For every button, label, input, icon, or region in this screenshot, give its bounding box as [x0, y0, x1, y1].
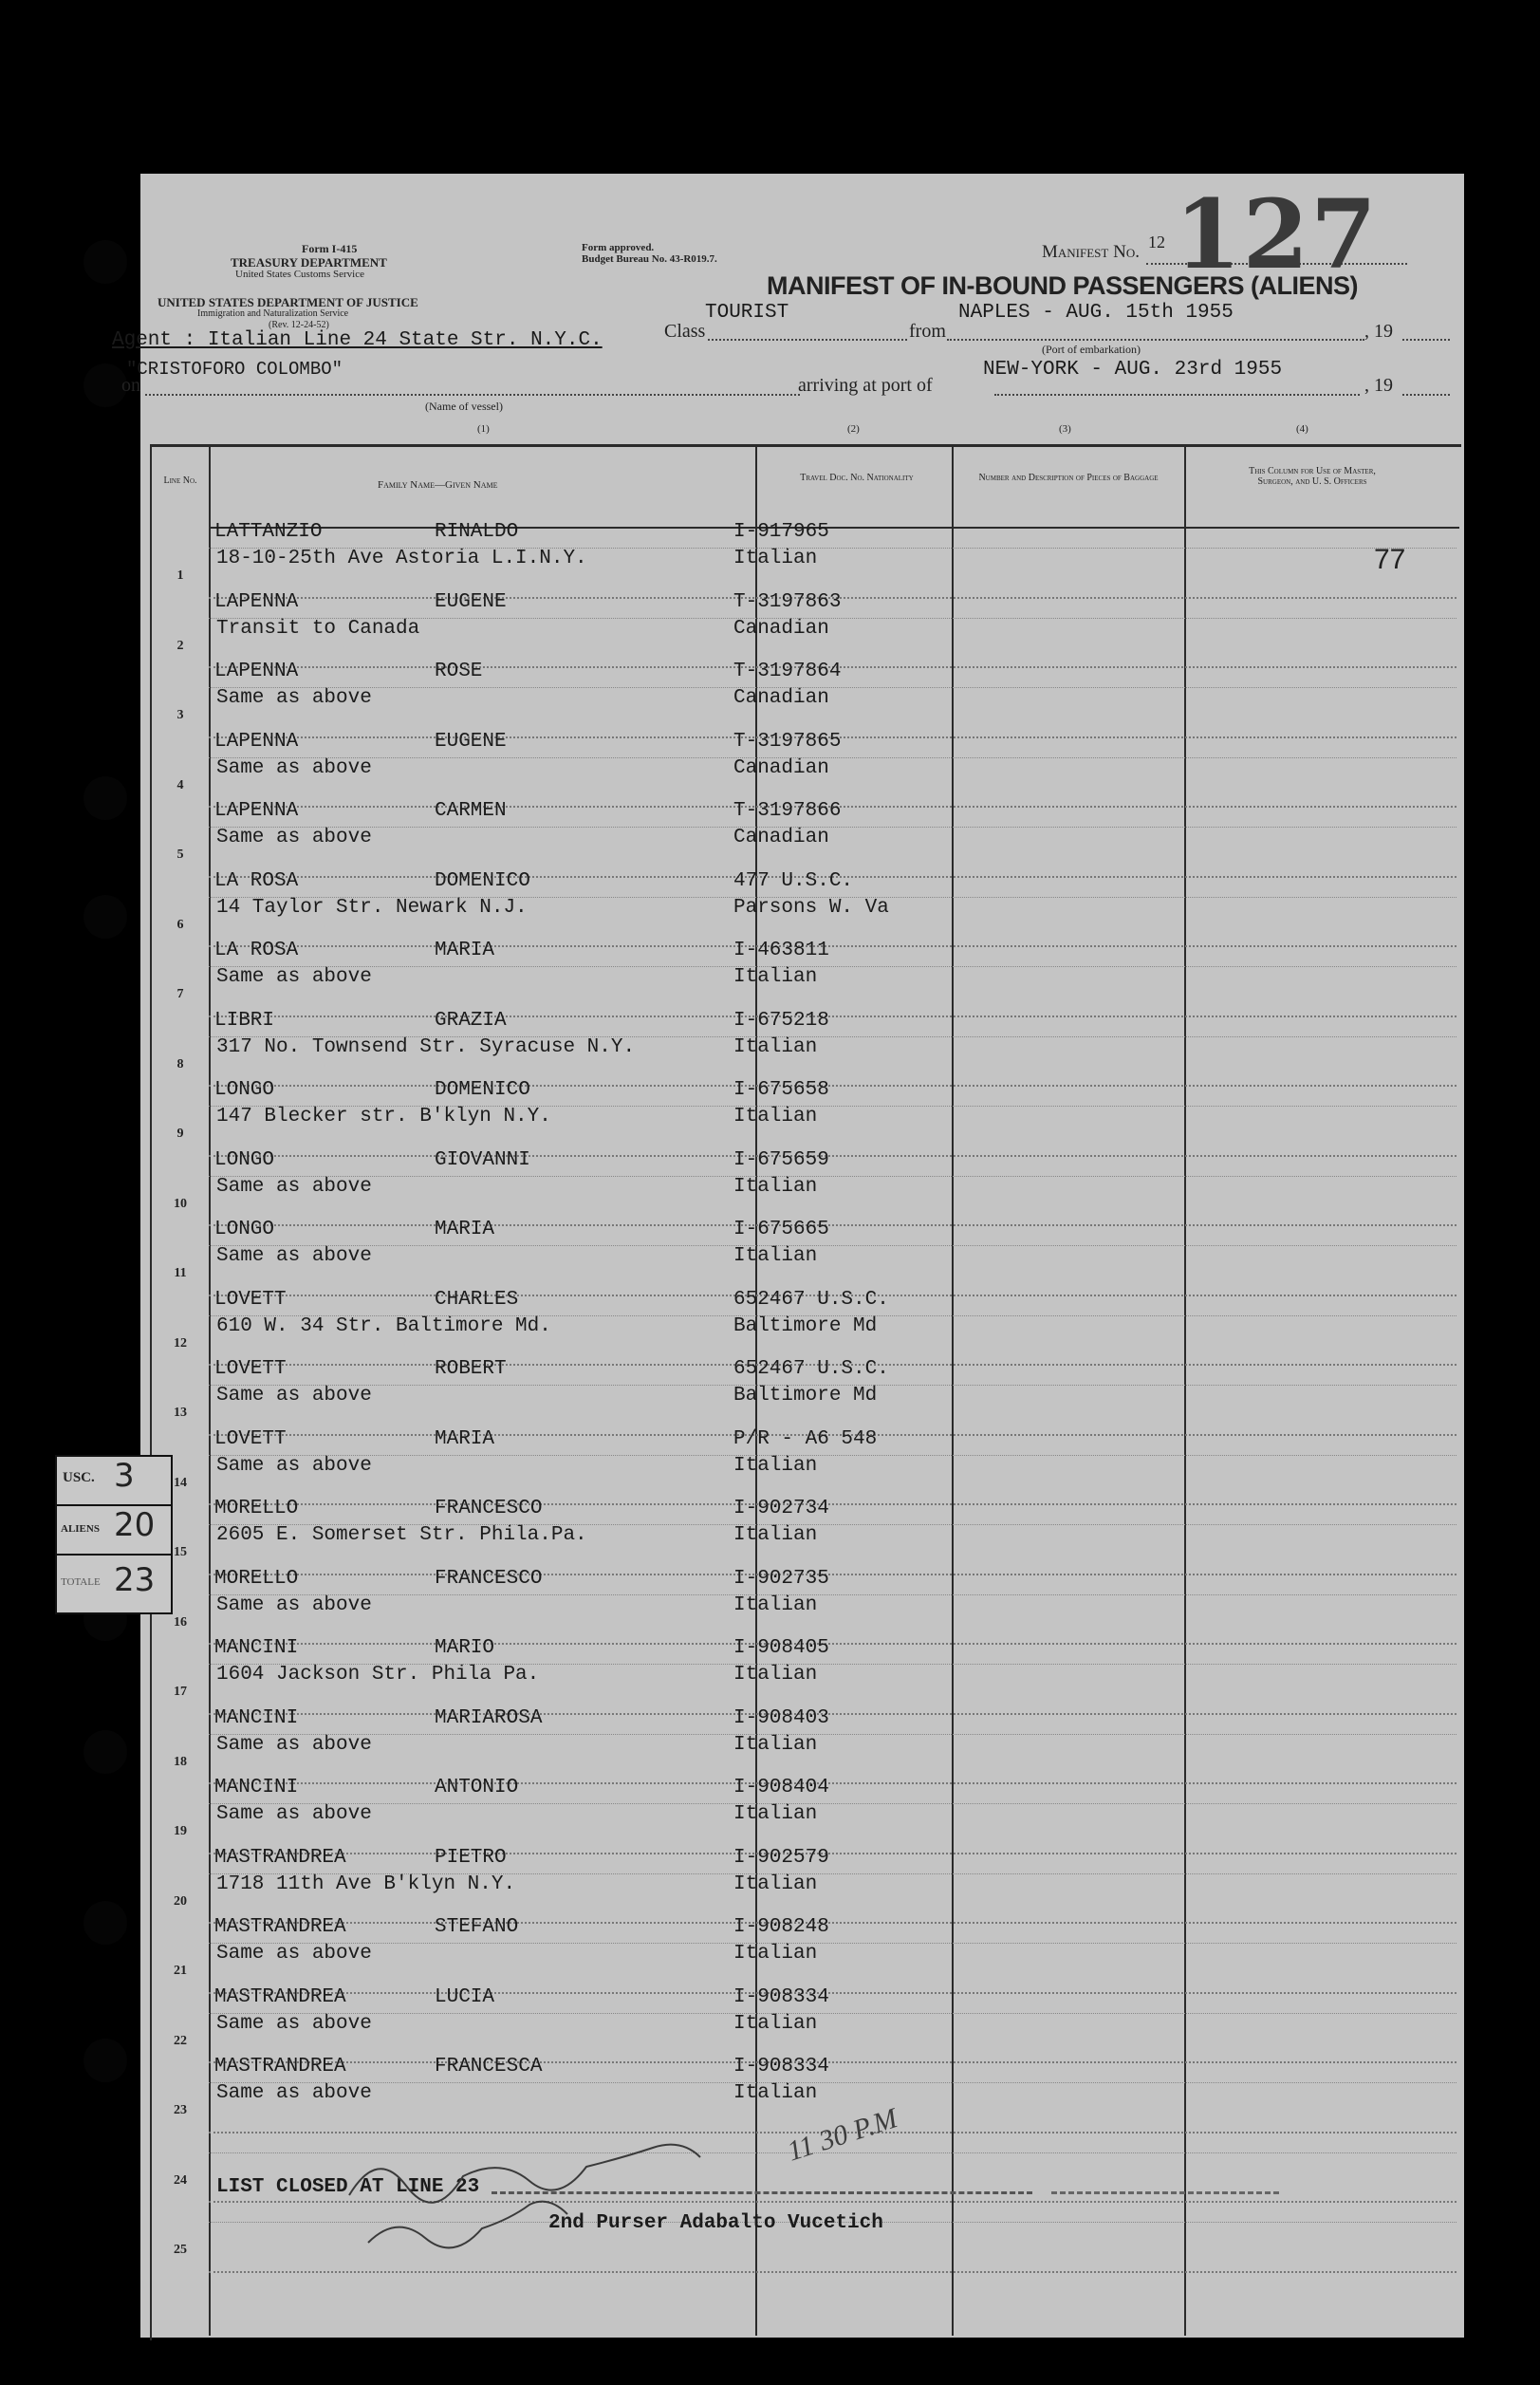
- arriving-label: arriving at port of: [798, 375, 933, 396]
- family-name: LOVETT: [214, 1427, 287, 1450]
- line-number: 20: [174, 1893, 187, 1909]
- family-name: MASTRANDREA: [214, 1916, 346, 1938]
- family-name: LONGO: [214, 1148, 275, 1171]
- nationality: Italian: [733, 1664, 818, 1686]
- travel-doc: I-908334: [733, 1985, 829, 2008]
- row-divider: [209, 1782, 1457, 1785]
- address: Same as above: [216, 1454, 372, 1477]
- vessel-value: "CRISTOFORO COLOMBO": [126, 359, 343, 380]
- address: Same as above: [216, 2012, 372, 2035]
- nationality: Italian: [733, 1454, 818, 1477]
- nationality: Baltimore Md: [733, 1385, 878, 1407]
- line-number: 12: [174, 1335, 187, 1351]
- family-name: MASTRANDREA: [214, 2056, 346, 2078]
- total-value: 23: [114, 1561, 156, 1599]
- given-name: MARIA: [435, 1427, 495, 1450]
- family-name: MORELLO: [214, 1498, 299, 1519]
- col-divider: [209, 447, 211, 2336]
- row-divider: [209, 1503, 1457, 1506]
- nationality: Italian: [733, 1593, 818, 1616]
- manifest-number: 127: [1175, 178, 1379, 290]
- header-baggage: Number and Description of Pieces of Baggage: [978, 473, 1159, 483]
- given-name: GRAZIA: [435, 1009, 507, 1032]
- port-of-embarkation: (Port of embarkation): [1042, 343, 1141, 356]
- row-subdivider: [209, 827, 1457, 829]
- justice: UNITED STATES DEPARTMENT OF JUSTICE: [158, 295, 418, 309]
- row-subdivider: [209, 2082, 1457, 2084]
- address: 14 Taylor Str. Newark N.J.: [216, 896, 528, 919]
- given-name: CHARLES: [435, 1288, 519, 1311]
- line-number: 19: [174, 1824, 187, 1838]
- given-name: MARIAROSA: [435, 1706, 543, 1729]
- family-name: LOVETT: [214, 1358, 287, 1380]
- usc-stamp: [55, 1455, 173, 1508]
- travel-doc: I-908405: [733, 1637, 829, 1659]
- line-number: 4: [176, 777, 184, 792]
- row-divider: [209, 1853, 1457, 1855]
- travel-doc: I-675659: [733, 1148, 829, 1171]
- row-subdivider: [209, 1315, 1457, 1317]
- line-number: 5: [176, 848, 184, 862]
- row-subdivider: [209, 1734, 1457, 1736]
- nationality: Canadian: [733, 617, 829, 640]
- travel-doc: P/R - A6 548: [733, 1427, 878, 1450]
- class-label: Class: [664, 321, 706, 342]
- line-number: 6: [176, 917, 184, 932]
- row-divider: [209, 1643, 1457, 1646]
- row-subdivider: [209, 1385, 1457, 1387]
- rev: (Rev. 12-24-52): [269, 320, 329, 330]
- line-number: 23: [174, 2103, 187, 2117]
- address: Same as above: [216, 1733, 372, 1756]
- row-divider: [209, 1155, 1457, 1158]
- aliens-label: ALIENS: [61, 1523, 100, 1535]
- form-number: Form I-415: [302, 242, 358, 255]
- arriving-value: NEW-YORK - AUG. 23rd 1955: [983, 359, 1283, 381]
- row-subdivider: [209, 757, 1457, 759]
- line-number: 11: [174, 1266, 187, 1280]
- nationality: Canadian: [733, 827, 829, 848]
- nationality: Baltimore Md: [733, 1314, 878, 1337]
- address: 317 No. Townsend Str. Syracuse N.Y.: [216, 1035, 636, 1058]
- row-divider: [209, 1085, 1457, 1088]
- usc-label: USC.: [63, 1470, 95, 1485]
- family-name: MORELLO: [214, 1567, 299, 1590]
- travel-doc: I-675218: [733, 1009, 829, 1032]
- family-name: LOVETT: [214, 1288, 287, 1311]
- row-subdivider: [209, 2013, 1457, 2015]
- travel-doc: I-908404: [733, 1777, 829, 1798]
- address: 1604 Jackson Str. Phila Pa.: [216, 1664, 540, 1686]
- row-subdivider: [209, 1106, 1457, 1108]
- row-divider: [209, 1713, 1457, 1716]
- travel-doc: I-908403: [733, 1706, 829, 1729]
- nationality: Italian: [733, 1035, 818, 1058]
- header-name: Family Name—Given Name: [378, 479, 498, 491]
- travel-doc: I-908334: [733, 2056, 829, 2078]
- address: Same as above: [216, 1803, 372, 1825]
- travel-doc: 652467 U.S.C.: [733, 1288, 889, 1311]
- family-name: LONGO: [214, 1219, 275, 1240]
- nationality: Italian: [733, 1943, 818, 1965]
- given-name: RINALDO: [435, 521, 519, 543]
- line-number: 16: [174, 1614, 187, 1630]
- travel-doc: I-908248: [733, 1916, 829, 1938]
- nationality: Italian: [733, 1175, 818, 1198]
- address: Same as above: [216, 827, 372, 848]
- row-subdivider: [209, 1803, 1457, 1805]
- year-suffix: , 19: [1364, 375, 1393, 396]
- family-name: LA ROSA: [214, 940, 299, 961]
- purser: 2nd Purser Adabalto Vucetich: [548, 2212, 883, 2234]
- given-name: DOMENICO: [435, 869, 530, 892]
- name-of-vessel: (Name of vessel): [425, 400, 503, 413]
- nationality: Italian: [733, 966, 818, 988]
- given-name: ROBERT: [435, 1358, 507, 1380]
- given-name: STEFANO: [435, 1916, 519, 1938]
- row-subdivider: [209, 1664, 1457, 1666]
- travel-doc: I-675658: [733, 1079, 829, 1101]
- family-name: LAPENNA: [214, 590, 299, 613]
- given-name: MARIA: [435, 1219, 495, 1240]
- address: 1718 11th Ave B'klyn N.Y.: [216, 1873, 516, 1895]
- row-divider: [209, 1015, 1457, 1018]
- address: 2605 E. Somerset Str. Phila.Pa.: [216, 1524, 587, 1546]
- from-label: from: [909, 321, 946, 342]
- customs: United States Customs Service: [235, 269, 364, 280]
- given-name: PIETRO: [435, 1846, 507, 1869]
- address: Same as above: [216, 966, 372, 988]
- row-subdivider: [209, 1594, 1457, 1596]
- given-name: CARMEN: [435, 800, 507, 822]
- family-name: MANCINI: [214, 1706, 299, 1729]
- address: Same as above: [216, 2082, 372, 2104]
- family-name: LATTANZIO: [214, 521, 323, 543]
- punch-hole: [83, 895, 127, 939]
- department: TREASURY DEPARTMENT: [231, 255, 387, 270]
- punch-hole: [83, 1730, 127, 1774]
- nationality: Italian: [733, 1245, 818, 1267]
- col-num-4: (4): [1296, 423, 1308, 435]
- on-label: on: [121, 375, 140, 396]
- total-stamp: [55, 1554, 173, 1614]
- nationality: Italian: [733, 1524, 818, 1546]
- nationality: Italian: [733, 1733, 818, 1756]
- travel-doc: I-463811: [733, 940, 829, 961]
- given-name: EUGENE: [435, 730, 507, 753]
- total-label: TOTALE: [61, 1576, 101, 1588]
- given-name: GIOVANNI: [435, 1148, 530, 1171]
- row-subdivider: [209, 687, 1457, 689]
- address: Same as above: [216, 687, 372, 709]
- line-number: 2: [176, 638, 184, 653]
- travel-doc: T-3197865: [733, 730, 842, 753]
- line-number: 22: [174, 2033, 187, 2048]
- address: 147 Blecker str. B'klyn N.Y.: [216, 1106, 551, 1127]
- line-number: 10: [174, 1196, 187, 1211]
- manifest-title: MANIFEST OF IN-BOUND PASSENGERS (ALIENS): [767, 271, 1359, 300]
- handwritten-time: 11 30 P.M: [783, 2102, 901, 2168]
- line-number: 17: [174, 1685, 187, 1699]
- row-subdivider: [209, 966, 1457, 968]
- row-subdivider: [209, 548, 1457, 550]
- family-name: MANCINI: [214, 1637, 299, 1659]
- given-name: ROSE: [435, 661, 483, 682]
- given-name: LUCIA: [435, 1985, 495, 2008]
- col-num-3: (3): [1059, 423, 1071, 435]
- col-divider: [952, 447, 954, 2336]
- family-name: MASTRANDREA: [214, 1985, 346, 2008]
- travel-doc: T-3197863: [733, 590, 842, 613]
- form-approved: Form approved.: [582, 242, 655, 253]
- nationality: Italian: [733, 2082, 818, 2104]
- line-number: 24: [174, 2172, 187, 2188]
- address: 18-10-25th Ave Astoria L.I.N.Y.: [216, 548, 587, 569]
- family-name: LAPENNA: [214, 730, 299, 753]
- line-number: 14: [174, 1475, 187, 1490]
- given-name: EUGENE: [435, 590, 507, 613]
- row-subdivider: [209, 897, 1457, 899]
- aliens-stamp: [55, 1504, 173, 1557]
- travel-doc: 477 U.S.C.: [733, 869, 854, 892]
- travel-doc: T-3197864: [733, 661, 842, 682]
- given-name: MARIO: [435, 1637, 495, 1659]
- line-number: 1: [176, 568, 184, 583]
- row-divider: [209, 2061, 1457, 2064]
- header-line-no: Line No.: [163, 475, 197, 486]
- family-name: MASTRANDREA: [214, 1846, 346, 1869]
- punch-hole: [83, 2039, 127, 2082]
- address: Same as above: [216, 1245, 372, 1267]
- from-value: NAPLES - AUG. 15th 1955: [958, 302, 1234, 324]
- line-number: 21: [174, 1964, 187, 1978]
- row-divider: [209, 1574, 1457, 1576]
- address: 610 W. 34 Str. Baltimore Md.: [216, 1314, 551, 1337]
- agent: Agent : Italian Line 24 State Str. N.Y.C.: [112, 329, 603, 351]
- line-number: 8: [176, 1056, 184, 1071]
- handwritten-signature: [340, 2129, 786, 2262]
- travel-doc: I-675665: [733, 1219, 829, 1240]
- manifest-sheet: [61, 174, 1464, 2338]
- list-closed: LIST CLOSED AT LINE 23: [216, 2176, 480, 2198]
- row-subdivider: [209, 1245, 1457, 1247]
- nationality: Canadian: [733, 687, 829, 709]
- row-subdivider: [209, 1524, 1457, 1526]
- line-number: 9: [176, 1127, 184, 1141]
- family-name: LAPENNA: [214, 800, 299, 822]
- family-name: MANCINI: [214, 1777, 299, 1798]
- family-name: LONGO: [214, 1079, 275, 1101]
- row-subdivider: [209, 1176, 1457, 1178]
- row-divider: [209, 1992, 1457, 1995]
- row-subdivider: [209, 1036, 1457, 1038]
- travel-doc: 652467 U.S.C.: [733, 1358, 889, 1380]
- nationality: Parsons W. Va: [733, 896, 889, 919]
- line-number: 7: [176, 987, 184, 1001]
- col-divider: [1184, 447, 1186, 2336]
- punch-hole: [83, 776, 127, 820]
- given-name: ANTONIO: [435, 1777, 519, 1798]
- nationality: Italian: [733, 2012, 818, 2035]
- line-number: 13: [174, 1406, 187, 1420]
- travel-doc: I-917965: [733, 521, 829, 543]
- family-name: LIBRI: [214, 1009, 275, 1032]
- line-number: 15: [174, 1545, 187, 1559]
- row-divider: [209, 945, 1457, 948]
- row-subdivider: [209, 1455, 1457, 1457]
- given-name: FRANCESCO: [435, 1567, 543, 1590]
- travel-doc: I-902579: [733, 1846, 829, 1869]
- row-divider: [209, 2271, 1457, 2274]
- row-subdivider: [209, 618, 1457, 620]
- punch-hole: [83, 240, 127, 284]
- manifest-label: Manifest No.: [1042, 242, 1140, 262]
- nationality: Italian: [733, 1106, 818, 1127]
- year-suffix: , 19: [1364, 321, 1393, 342]
- budget: Budget Bureau No. 43-R019.7.: [582, 253, 717, 265]
- line-number: 18: [174, 1754, 187, 1769]
- travel-doc: I-902734: [733, 1498, 829, 1519]
- nationality: Italian: [733, 1803, 818, 1825]
- header-travel-doc: Travel Doc. No. Nationality: [800, 473, 914, 483]
- line-number: 3: [176, 708, 184, 722]
- family-name: LAPENNA: [214, 661, 299, 682]
- nationality: Italian: [733, 1873, 818, 1895]
- line-number: 25: [174, 2243, 187, 2257]
- col-num-1: (1): [477, 423, 490, 435]
- row-divider: [209, 1224, 1457, 1227]
- address: Same as above: [216, 756, 372, 779]
- address: Same as above: [216, 1385, 372, 1407]
- address: Same as above: [216, 1175, 372, 1198]
- aliens-value: 20: [114, 1506, 156, 1544]
- given-name: FRANCESCA: [435, 2056, 543, 2078]
- given-name: MARIA: [435, 940, 495, 961]
- family-name: LA ROSA: [214, 869, 299, 892]
- given-name: DOMENICO: [435, 1079, 530, 1101]
- punch-hole: [83, 1901, 127, 1945]
- ins: Immigration and Naturalization Service: [197, 308, 349, 319]
- officer-note: 77: [1374, 544, 1406, 575]
- row-subdivider: [209, 1873, 1457, 1875]
- manifest-small: 12: [1148, 233, 1165, 252]
- col-num-2: (2): [847, 423, 860, 435]
- given-name: FRANCESCO: [435, 1498, 543, 1519]
- nationality: Italian: [733, 548, 818, 569]
- row-divider: [209, 1922, 1457, 1925]
- address: Same as above: [216, 1943, 372, 1965]
- usc-value: 3: [114, 1457, 135, 1495]
- travel-doc: I-902735: [733, 1567, 829, 1590]
- address: Same as above: [216, 1593, 372, 1616]
- header-officers: This Column for Use of Master, Surgeon, and U. S. Officers: [1249, 466, 1376, 487]
- row-subdivider: [209, 1943, 1457, 1945]
- nationality: Canadian: [733, 756, 829, 779]
- address: Transit to Canada: [216, 617, 420, 640]
- class-value: TOURIST: [705, 302, 789, 324]
- travel-doc: T-3197866: [733, 800, 842, 822]
